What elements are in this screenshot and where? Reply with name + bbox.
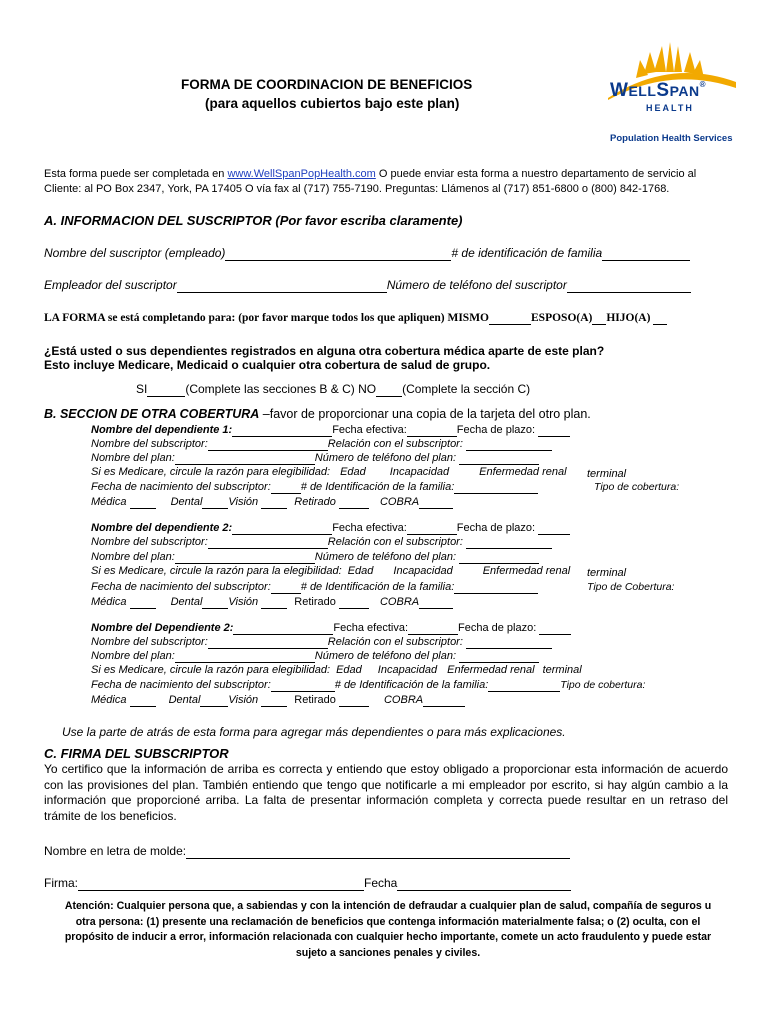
dep3-dental-input[interactable] <box>200 694 228 707</box>
dep2-dob-input[interactable] <box>271 581 301 594</box>
form-for-label: LA FORMA se está completando para: (por favor marque todos los que apliquen) MISMO <box>44 312 490 324</box>
dep1-name-row <box>91 424 570 437</box>
dep3-plan-input[interactable] <box>175 650 315 663</box>
dep2-plan-label: Nombre del plan: <box>91 551 175 563</box>
logo-pan: PAN <box>669 83 700 99</box>
dep3-dob-input[interactable] <box>271 679 335 692</box>
subscriber-phone-label: Número de teléfono del suscriptor <box>386 278 567 292</box>
dep3-age[interactable]: Edad <box>336 664 362 676</box>
signature-row <box>44 876 571 891</box>
section-a-heading: A. INFORMACION DEL SUSCRIPTOR (Por favor escriba claramente) <box>44 213 463 228</box>
employer-label: Empleador del suscriptor <box>44 278 177 292</box>
family-id-label: # de identificación de familia <box>451 246 603 260</box>
dep3-terminal: terminal <box>542 664 582 676</box>
dep2-age[interactable]: Edad <box>347 565 374 577</box>
dep3-plan-phone-label: Número de teléfono del plan: <box>314 650 457 662</box>
section-b-heading-rest: –favor de proporcionar una copia de la tarjeta del otro plan. <box>259 407 591 421</box>
dep2-retired: Retirado <box>294 596 336 608</box>
dep3-relation-label: Relación con el subscriptor: <box>327 636 463 648</box>
dep3-name-row <box>91 622 571 635</box>
dep1-term-input[interactable] <box>538 424 570 437</box>
dep1-effective-input[interactable] <box>407 424 457 437</box>
form-for-row <box>44 312 667 325</box>
dep3-coverage-type-label: Tipo de cobertura: <box>560 679 646 691</box>
dep2-cobra-input[interactable] <box>419 596 453 609</box>
dep1-plan-label: Nombre del plan: <box>91 452 175 464</box>
logo-health: HEALTH <box>646 103 694 113</box>
dep2-medicare-label: Si es Medicare, circule la razón para la elegibilidad: <box>91 565 342 577</box>
dep1-family-id-label: # de Identificación de la familia: <box>300 481 455 493</box>
dep2-name-label: Nombre del dependiente 2: <box>91 522 233 534</box>
dep2-term-label: Fecha de plazo: <box>456 522 536 534</box>
yes-note: (Complete las secciones B & C) NO <box>185 382 377 396</box>
dep1-dob-row <box>91 481 538 494</box>
dep3-cobra: COBRA <box>383 694 424 706</box>
dep3-family-id-label: # de Identificación de la familia: <box>334 679 489 691</box>
dep1-plan-input[interactable] <box>175 452 315 465</box>
dep3-disability[interactable]: Incapacidad <box>377 664 438 676</box>
dep1-coverage-row <box>91 496 453 509</box>
dep1-medical: Médica <box>91 496 127 508</box>
dep1-relation-input[interactable] <box>466 438 552 451</box>
dep1-name-label: Nombre del dependiente 1: <box>91 424 233 436</box>
subscriber-name-input[interactable] <box>225 248 451 261</box>
dep1-dob-input[interactable] <box>271 481 301 494</box>
fraud-notice: Atención: Cualquier persona que, a sabiendas y con la intención de defraudar a cualquier plan de salud, compañía de seguros u otra persona: (1) presente una reclamación de beneficios que contenga información materialmente falsa; o (2) oculta, con el propósito de inducir a error, información relacionada con cualquier hecho importante, comete un acto fraudulento y puede estar sujeto a sanciones penales y civiles. <box>64 900 712 959</box>
dep1-plan-phone-input[interactable] <box>459 452 539 465</box>
dep1-term-label: Fecha de plazo: <box>456 424 536 436</box>
dep1-effective-label: Fecha efectiva: <box>332 424 407 436</box>
no-note: (Complete la sección C) <box>402 382 531 396</box>
dep3-medical-input[interactable] <box>130 694 156 707</box>
dep1-family-id-input[interactable] <box>454 481 538 494</box>
dep2-medical-input[interactable] <box>130 596 156 609</box>
dep2-dob-label: Fecha de nacimiento del subscriptor: <box>91 581 271 593</box>
no-check[interactable] <box>376 384 402 397</box>
yes-label: SI <box>136 382 148 396</box>
intro-text-b: O puede enviar esta forma a nuestro departamento de servicio al <box>375 168 697 180</box>
dep1-disability[interactable]: Incapacidad <box>389 466 450 478</box>
dep1-dob-label: Fecha de nacimiento del subscriptor: <box>91 481 271 493</box>
dep2-medical: Médica <box>91 596 127 608</box>
intro-text-a: Esta forma puede ser completada en <box>44 168 228 180</box>
child-check[interactable] <box>653 312 667 325</box>
dep1-plan-row <box>91 452 539 465</box>
employer-row <box>44 278 691 293</box>
section-b-heading: B. SECCION DE OTRA COBERTURA <box>44 407 260 421</box>
date-label: Fecha <box>364 876 398 890</box>
coverage-question-1: ¿Está usted o sus dependientes registrados en alguna otra cobertura médica aparte de este plan? <box>44 344 605 358</box>
dep1-medicare-row <box>91 466 567 478</box>
signature-label: Firma: <box>44 876 78 890</box>
dep3-effective-input[interactable] <box>408 622 458 635</box>
subscriber-name-label: Nombre del suscriptor (empleado) <box>44 246 226 260</box>
dep2-dental: Dental <box>170 596 203 608</box>
dep1-retired-input[interactable] <box>339 496 369 509</box>
website-link[interactable]: www.WellSpanPopHealth.com <box>227 168 376 180</box>
dep3-subscriber-input[interactable] <box>208 636 328 649</box>
dep2-family-id-label: # de Identificación de la familia: <box>300 581 455 593</box>
dep1-plan-phone-label: Número de teléfono del plan: <box>314 452 457 464</box>
dep3-retired: Retirado <box>294 694 336 706</box>
dep1-subscriber-input[interactable] <box>208 438 328 451</box>
dep2-coverage-row <box>91 596 453 609</box>
subscriber-name-row <box>44 246 690 261</box>
dep2-cobra: COBRA <box>379 596 420 608</box>
spouse-check[interactable] <box>592 312 606 325</box>
dep3-medicare-row <box>91 664 582 676</box>
dep2-dob-row <box>91 581 538 594</box>
dep1-subscriber-label: Nombre del subscriptor: <box>91 438 208 450</box>
dep2-plan-row <box>91 551 539 564</box>
dep1-vision-input[interactable] <box>261 496 287 509</box>
subscriber-phone-input[interactable] <box>567 280 691 293</box>
print-name-label: Nombre en letra de molde: <box>44 844 187 858</box>
dep2-coverage-type-label: Tipo de Cobertura: <box>587 581 675 593</box>
dep3-plan-row <box>91 650 539 663</box>
dep1-dental: Dental <box>170 496 203 508</box>
dep2-vision-input[interactable] <box>261 596 287 609</box>
dep3-retired-input[interactable] <box>339 694 369 707</box>
dep3-plan-phone-input[interactable] <box>459 650 539 663</box>
dep3-dental: Dental <box>168 694 201 706</box>
dep3-name-label: Nombre del Dependiente 2: <box>91 622 234 634</box>
dep3-term-input[interactable] <box>539 622 571 635</box>
dep2-plan-phone-label: Número de teléfono del plan: <box>314 551 457 563</box>
employer-input[interactable] <box>177 280 387 293</box>
dep1-coverage-type-label: Tipo de cobertura: <box>594 481 680 493</box>
dep1-dental-input[interactable] <box>202 496 228 509</box>
dep3-dob-row <box>91 679 645 692</box>
dep2-relation-input[interactable] <box>466 536 552 549</box>
child-label: HIJO(A) <box>606 312 651 324</box>
dep3-relation-input[interactable] <box>466 636 552 649</box>
family-id-input[interactable] <box>602 248 690 261</box>
coverage-question-2: Esto incluye Medicare, Medicaid o cualquier otra cobertura de salud de grupo. <box>44 358 491 372</box>
dep3-vision: Visión <box>228 694 259 706</box>
dep2-plan-input[interactable] <box>175 551 315 564</box>
wellspan-logo <box>600 40 740 150</box>
date-input[interactable] <box>397 878 571 891</box>
dep2-relation-label: Relación con el subscriptor: <box>327 536 463 548</box>
dep3-dob-label: Fecha de nacimiento del subscriptor: <box>91 679 271 691</box>
dep2-family-id-input[interactable] <box>454 581 538 594</box>
dep3-name-input[interactable] <box>233 622 333 635</box>
logo-s: S <box>656 80 670 101</box>
dep1-medicare-label: Si es Medicare, circule la razón para elegibilidad: <box>91 466 331 478</box>
dep2-plan-phone-input[interactable] <box>459 551 539 564</box>
dep2-term-input[interactable] <box>538 522 570 535</box>
back-note: Use la parte de atrás de esta forma para agregar más dependientes o para más explicaciones. <box>62 725 566 739</box>
intro-line-2: Cliente: al PO Box 2347, York, PA 17405 O vía fax al (717) 755-7190. Preguntas: Llámenos al (717) 851-6800 o (800) 842-1768. <box>44 183 670 195</box>
logo-ell: ELL <box>628 83 657 99</box>
dep3-esrd[interactable]: Enfermedad renal <box>447 664 535 676</box>
dep3-medicare-label: Si es Medicare, circule la razón para elegibilidad: <box>91 664 331 676</box>
dep2-name-input[interactable] <box>232 522 332 535</box>
dep3-coverage-row <box>91 694 465 707</box>
dep2-retired-input[interactable] <box>339 596 369 609</box>
section-b-heading-row <box>44 407 591 421</box>
dep2-effective-label: Fecha efectiva: <box>332 522 407 534</box>
dep1-retired: Retirado <box>294 496 336 508</box>
dep1-age[interactable]: Edad <box>340 466 366 478</box>
certification-text: Yo certifico que la información de arriba es correcta y entiendo que estoy obligado a proporcionar esta información de acuerdo con las provisiones del plan. También entiendo que tengo que notificarle a mi empleador por escrito, si hay algún cambio a la información que proporcioné arriba. La falta de presentar información completa y correcta puede resultar en un retraso del trámite de los beneficios. <box>44 762 728 823</box>
dep3-effective-label: Fecha efectiva: <box>333 622 409 634</box>
dep3-family-id-input[interactable] <box>488 679 560 692</box>
dep1-subscriber-row <box>91 438 552 451</box>
dep3-term-label: Fecha de plazo: <box>458 622 537 634</box>
coverage-answer-row <box>136 382 530 397</box>
dep2-vision: Visión <box>228 596 259 608</box>
dep2-medicare-row <box>91 565 570 577</box>
dep2-effective-input[interactable] <box>407 522 457 535</box>
dep2-subscriber-label: Nombre del subscriptor: <box>91 536 208 548</box>
form-subtitle: (para aquellos cubiertos bajo este plan) <box>205 96 460 111</box>
self-check[interactable] <box>489 312 531 325</box>
dep1-relation-label: Relación con el subscriptor: <box>327 438 463 450</box>
dep3-medical: Médica <box>91 694 127 706</box>
dep2-name-row <box>91 522 570 535</box>
dep1-cobra: COBRA <box>379 496 420 508</box>
dep2-dental-input[interactable] <box>202 596 228 609</box>
logo-w: W <box>610 80 629 101</box>
dep2-subscriber-row <box>91 536 552 549</box>
dep1-vision: Visión <box>228 496 259 508</box>
dep3-vision-input[interactable] <box>261 694 287 707</box>
dep1-name-input[interactable] <box>232 424 332 437</box>
dep2-terminal: terminal <box>587 567 627 579</box>
form-title: FORMA DE COORDINACION DE BENEFICIOS <box>181 77 473 92</box>
dep3-cobra-input[interactable] <box>423 694 465 707</box>
dep2-disability[interactable]: Incapacidad <box>393 565 453 577</box>
yes-check[interactable] <box>147 384 185 397</box>
dep3-subscriber-label: Nombre del subscriptor: <box>91 636 208 648</box>
spouse-label: ESPOSO(A) <box>531 312 593 324</box>
intro-line-1 <box>44 168 696 180</box>
section-c-heading: C. FIRMA DEL SUBSCRIPTOR <box>44 746 229 761</box>
dep1-esrd[interactable]: Enfermedad renal <box>479 466 567 478</box>
dep1-medical-input[interactable] <box>130 496 156 509</box>
signature-input[interactable] <box>78 878 364 891</box>
logo-reg: ® <box>699 80 707 89</box>
dep1-terminal: terminal <box>587 468 627 480</box>
dep1-cobra-input[interactable] <box>419 496 453 509</box>
print-name-row <box>44 844 570 859</box>
dep2-subscriber-input[interactable] <box>208 536 328 549</box>
dep2-esrd[interactable]: Enfermedad renal <box>482 565 571 577</box>
logo-tagline: Population Health Services <box>610 133 733 144</box>
dep3-plan-label: Nombre del plan: <box>91 650 175 662</box>
print-name-input[interactable] <box>186 846 570 859</box>
dep3-subscriber-row <box>91 636 552 649</box>
